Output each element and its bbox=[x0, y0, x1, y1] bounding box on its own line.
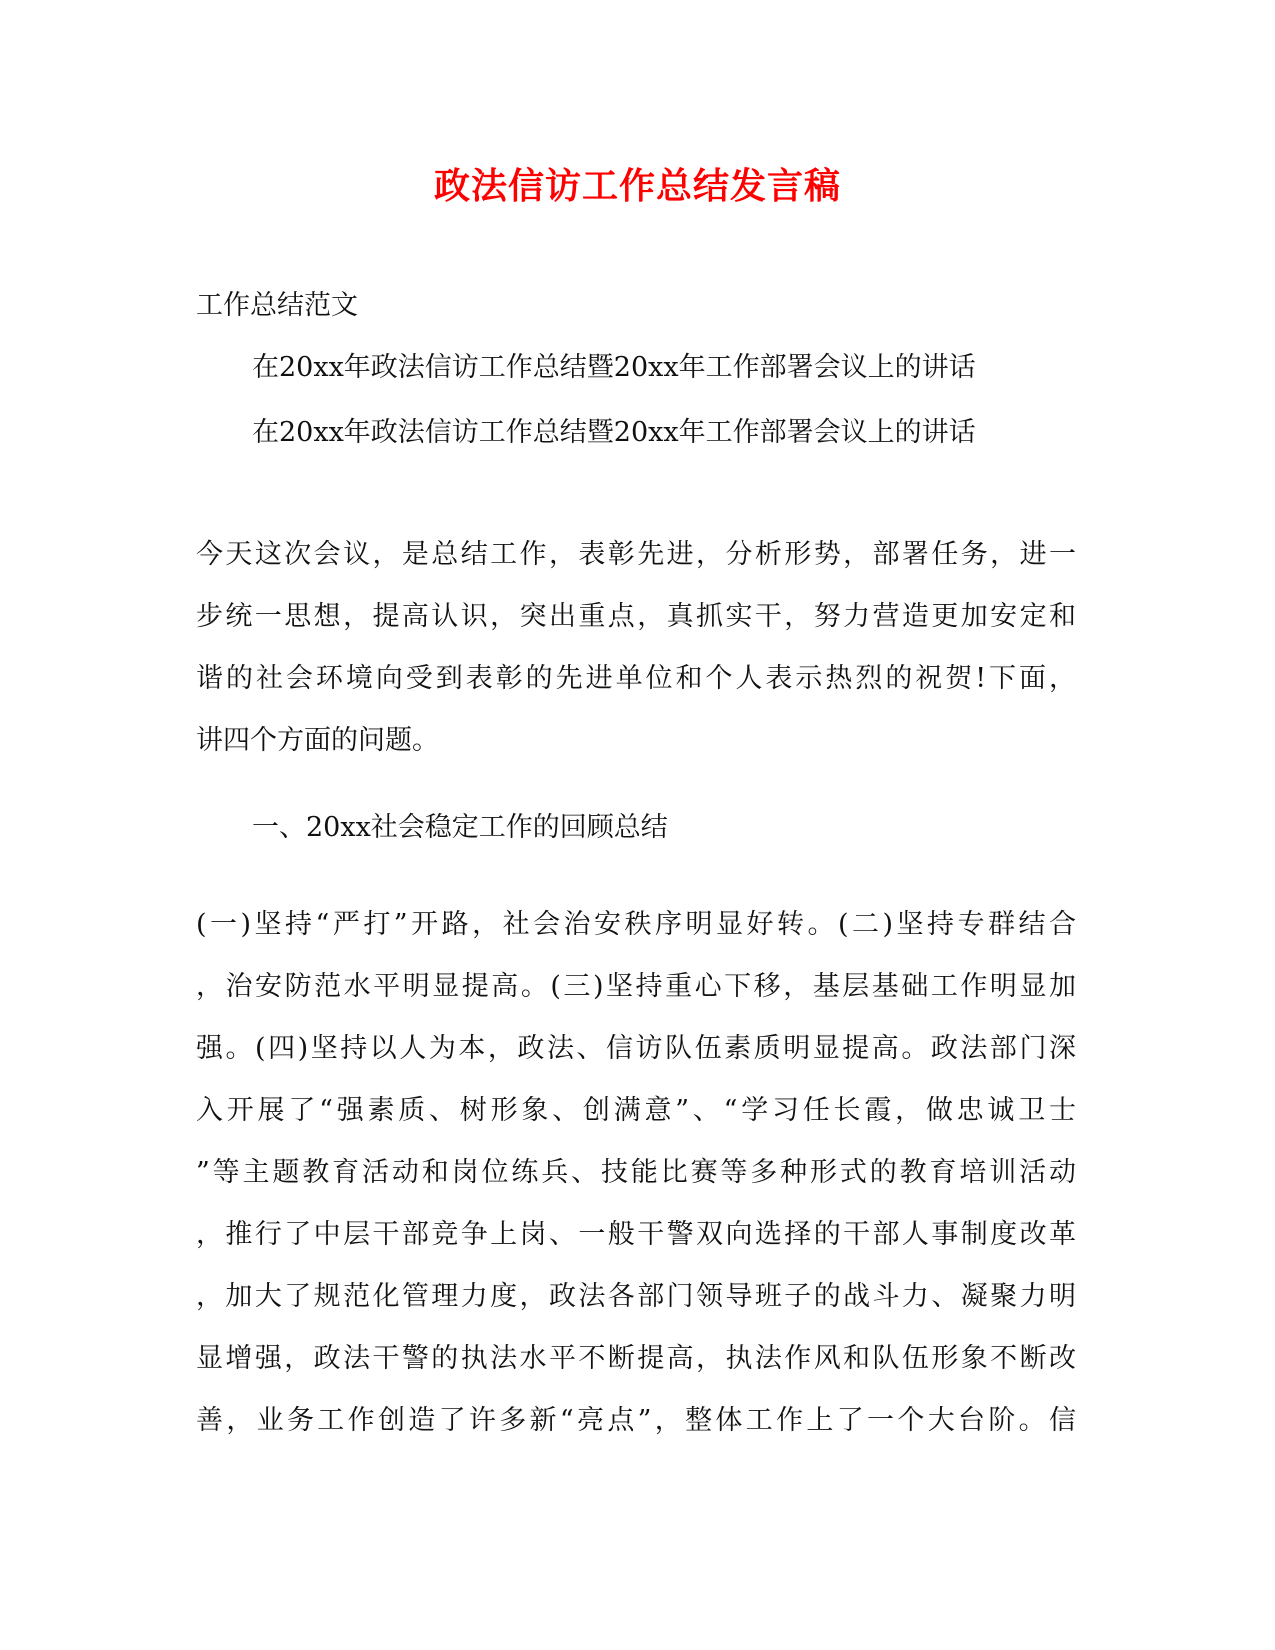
document-category: 工作总结范文 bbox=[196, 290, 358, 321]
paragraph-line: (一)坚持“严打”开路，社会治安秩序明显好转。(二)坚持专群结合 bbox=[196, 909, 1076, 940]
paragraph-line: 强。(四)坚持以人为本，政法、信访队伍素质明显提高。政法部门深 bbox=[196, 1033, 1076, 1064]
paragraph-line: 入开展了“强素质、树形象、创满意”、“学习任长霞，做忠诚卫士 bbox=[196, 1095, 1076, 1126]
section-heading: 一、20xx社会稳定工作的回顾总结 bbox=[252, 812, 668, 843]
paragraph-line: 步统一思想，提高认识，突出重点，真抓实干，努力营造更加安定和 bbox=[196, 601, 1076, 632]
speech-subtitle-line-1: 在20xx年政法信访工作总结暨20xx年工作部署会议上的讲话 bbox=[252, 352, 976, 383]
document-title: 政法信访工作总结发言稿 bbox=[433, 165, 841, 207]
paragraph-line: 谐的社会环境向受到表彰的先进单位和个人表示热烈的祝贺!下面， bbox=[196, 663, 1076, 694]
paragraph-line: ，治安防范水平明显提高。(三)坚持重心下移，基层基础工作明显加 bbox=[196, 971, 1076, 1002]
paragraph-line: 今天这次会议，是总结工作，表彰先进，分析形势，部署任务，进一 bbox=[196, 539, 1076, 570]
paragraph-line: 讲四个方面的问题。 bbox=[196, 725, 439, 756]
paragraph-line: 显增强，政法干警的执法水平不断提高，执法作风和队伍形象不断改 bbox=[196, 1343, 1076, 1374]
paragraph-line: ，推行了中层干部竞争上岗、一般干警双向选择的干部人事制度改革 bbox=[196, 1219, 1076, 1250]
paragraph-line: 善，业务工作创造了许多新“亮点”，整体工作上了一个大台阶。信 bbox=[196, 1405, 1076, 1436]
paragraph-line: ”等主题教育活动和岗位练兵、技能比赛等多种形式的教育培训活动 bbox=[196, 1157, 1076, 1188]
speech-subtitle-line-2: 在20xx年政法信访工作总结暨20xx年工作部署会议上的讲话 bbox=[252, 417, 976, 448]
paragraph-line: ，加大了规范化管理力度，政法各部门领导班子的战斗力、凝聚力明 bbox=[196, 1281, 1076, 1312]
